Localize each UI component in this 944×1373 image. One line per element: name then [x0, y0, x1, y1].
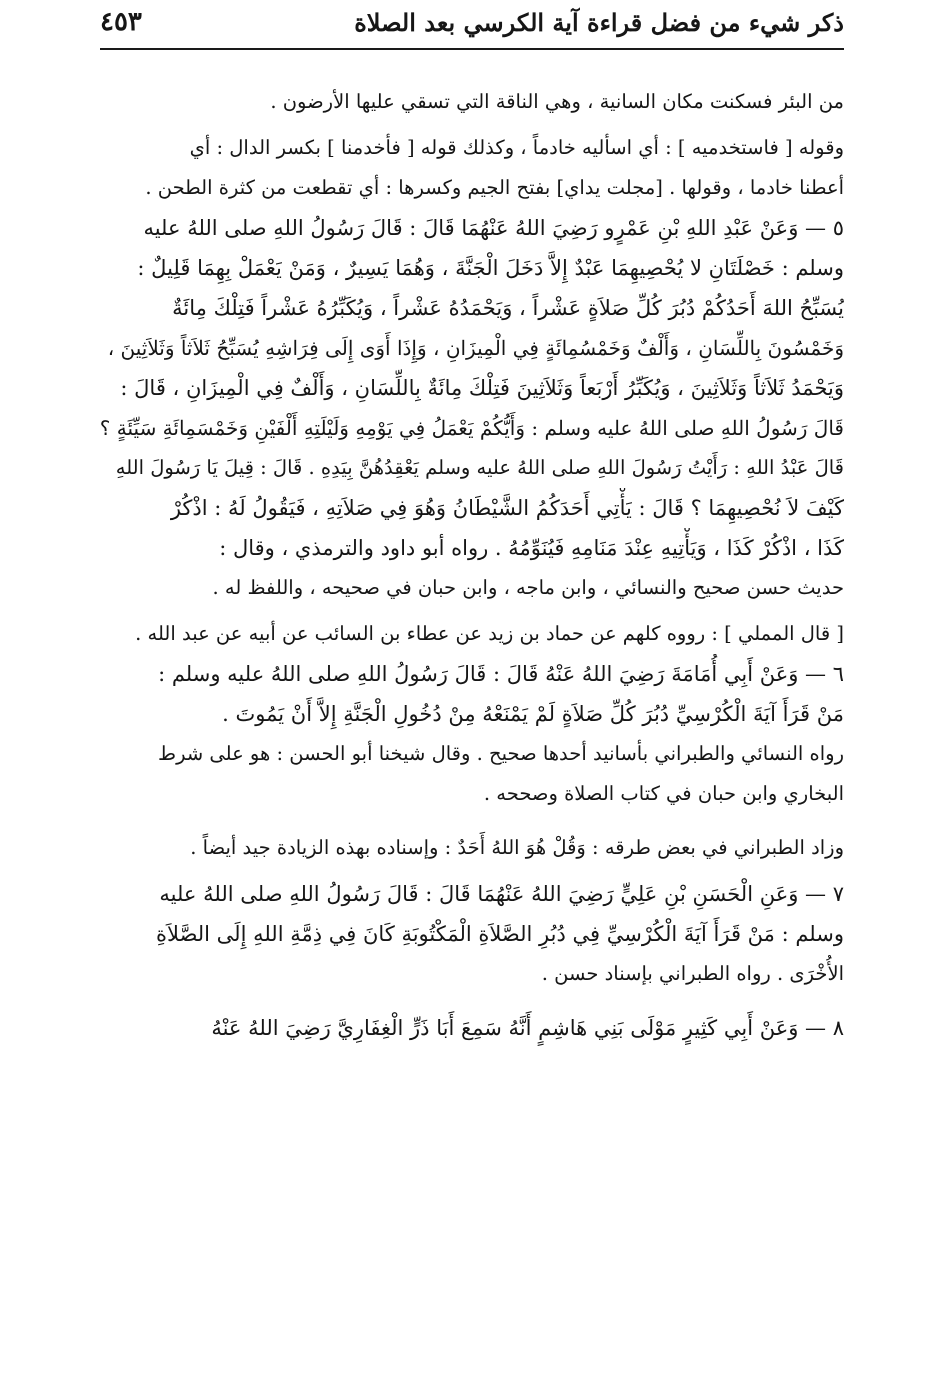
hadith-5-line: وَيَحْمَدُ ثَلاَثاً وَثَلاَثِينَ ، وَيُكَبِّرُ أَرْبَعاً وَثَلاَثِينَ فَتِلْكَ مِائَةٌ بِاللِّسَانِ ، وَأَلْفٌ فِي الْمِيزَانِ ، قَالَ : — [120, 376, 844, 400]
text-line: الأُخْرَى . رواه الطبراني بإسناد حسن . — [541, 962, 844, 985]
hadith-5-line: كَيْفَ لاَ نُحْصِيهِمَا ؟ قَالَ : يَأْتِي أَحَدَكُمُ الشَّيْطَانُ وَهُوَ فِي صَلاَتِهِ ، فَيَقُولُ لَهُ : اذْكُرْ — [170, 496, 844, 520]
page-header — [100, 0, 844, 44]
hadith-5-line: وَخَمْسُونَ بِاللِّسَانِ ، وَأَلْفٌ وَخَمْسُمِائَةٍ فِي الْمِيزَانِ ، وَإِذَا أَوَى إِلَى فِرَاشِهِ يُسَبِّحُ ثَلاَثاً وَثَلاَثِينَ ، — [107, 336, 844, 360]
hadith-5-line: يُسَبِّحُ اللهَ أَحَدُكُمْ دُبُرَ كُلِّ صَلاَةٍ عَشْراً ، وَيَحْمَدُهُ عَشْراً ، وَيُكَبِّرُهُ عَشْراً فَتِلْكَ مِائَةٌ — [172, 296, 844, 320]
header-rule — [100, 48, 844, 50]
text-line: من البئر فسكنت مكان السانية ، وهي الناقة التي تسقي عليها الأرضون . — [270, 90, 844, 113]
text-line: أعطنا خادما ، وقولها . [مجلت يداي] بفتح الجيم وكسرها : أي تقطعت من كثرة الطحن . — [145, 176, 844, 199]
text-line: وزاد الطبراني في بعض طرقه : وَقُلْ هُوَ اللهُ أَحَدٌ : وإسناده بهذه الزيادة جيد أيضاً . — [190, 836, 844, 859]
hadith-7-line: ٧ — وَعَنِ الْحَسَنِ بْنِ عَلِيٍّ رَضِيَ اللهُ عَنْهُمَا قَالَ : قَالَ رَسُولُ اللهِ صلى اللهُ عليه — [159, 882, 844, 906]
text-line: حديث حسن صحيح والنسائي ، وابن ماجه ، وابن حبان في صحيحه ، واللفظ له . — [212, 576, 844, 599]
text-line: وقوله [ فاستخدميه ] : أي اسأليه خادماً ، وكذلك قوله [ فأخدمنا ] بكسر الدال : أي — [189, 136, 844, 159]
hadith-7-line: وسلم : مَنْ قَرَأَ آيَةَ الْكُرْسِيِّ فِي دُبُرِ الصَّلاَةِ الْمَكْتُوبَةِ كَانَ فِي ذِمَّةِ اللهِ إِلَى الصَّلاَةِ — [156, 922, 844, 946]
hadith-5-line: قَالَ عَبْدُ اللهِ : رَأَيْتُ رَسُولَ اللهِ صلى اللهُ عليه وسلم يَعْقِدُهُنَّ بِيَدِهِ . قَالَ : قِيلَ يَا رَسُولَ اللهِ — [115, 456, 844, 479]
hadith-8-line: ٨ — وَعَنْ أَبِي كَثِيرٍ مَوْلَى بَنِي هَاشِمٍ أَنَّهُ سَمِعَ أَبَا ذَرٍّ الْغِفَارِيَّ رَضِيَ اللهُ عَنْهُ — [211, 1016, 844, 1040]
hadith-6-line: ٦ — وَعَنْ أَبِي أُمَامَةَ رَضِيَ اللهُ عَنْهُ قَالَ : قَالَ رَسُولُ اللهِ صلى اللهُ عليه وسلم : — [158, 662, 844, 686]
page-number: ٤٥٣ — [100, 7, 142, 37]
hadith-5-line: كَذَا ، اذْكُرْ كَذَا ، وَيَأْتِيهِ عِنْدَ مَنَامِهِ فَيُنَوِّمُهُ . رواه أبو داود والترمذي ، وقال : — [219, 536, 844, 560]
text-line: البخاري وابن حبان في كتاب الصلاة وصححه . — [483, 782, 844, 805]
hadith-5-line: وسلم : خَصْلَتَانِ لا يُحْصِيهِمَا عَبْدٌ إِلاَّ دَخَلَ الْجَنَّةَ ، وَهُمَا يَسِيرٌ ، وَمَنْ يَعْمَلْ بِهِمَا قَلِيلٌ : — [137, 256, 844, 280]
text-line: رواه النسائي والطبراني بأسانيد أحدها صحيح . وقال شيخنا أبو الحسن : هو على شرط — [158, 742, 844, 765]
hadith-5-line: ٥ — وَعَنْ عَبْدِ اللهِ بْنِ عَمْرٍو رَضِيَ اللهُ عَنْهُمَا قَالَ : قَالَ رَسُولُ اللهِ صلى اللهُ عليه — [143, 216, 844, 240]
running-title: ذكر شيء من فضل قراءة آية الكرسي بعد الصلاة — [354, 7, 844, 37]
text-line: [ قال المملي ] : رووه كلهم عن حماد بن زيد عن عطاء بن السائب عن أبيه عن عبد الله . — [135, 622, 844, 645]
page-body — [100, 82, 844, 1048]
hadith-6-line: مَنْ قَرَأَ آيَةَ الْكُرْسِيِّ دُبُرَ كُلِّ صَلاَةٍ لَمْ يَمْنَعْهُ مِنْ دُخُولِ الْجَنَّةِ إِلاَّ أَنْ يَمُوتَ . — [222, 702, 844, 726]
hadith-5-line: قَالَ رَسُولُ اللهِ صلى اللهُ عليه وسلم : وَأَيُّكُمْ يَعْمَلُ فِي يَوْمِهِ وَلَيْلَتِهِ أَلْفَيْنِ وَخَمْسَمِائَةِ سَيِّئَةٍ ؟ — [100, 416, 844, 440]
